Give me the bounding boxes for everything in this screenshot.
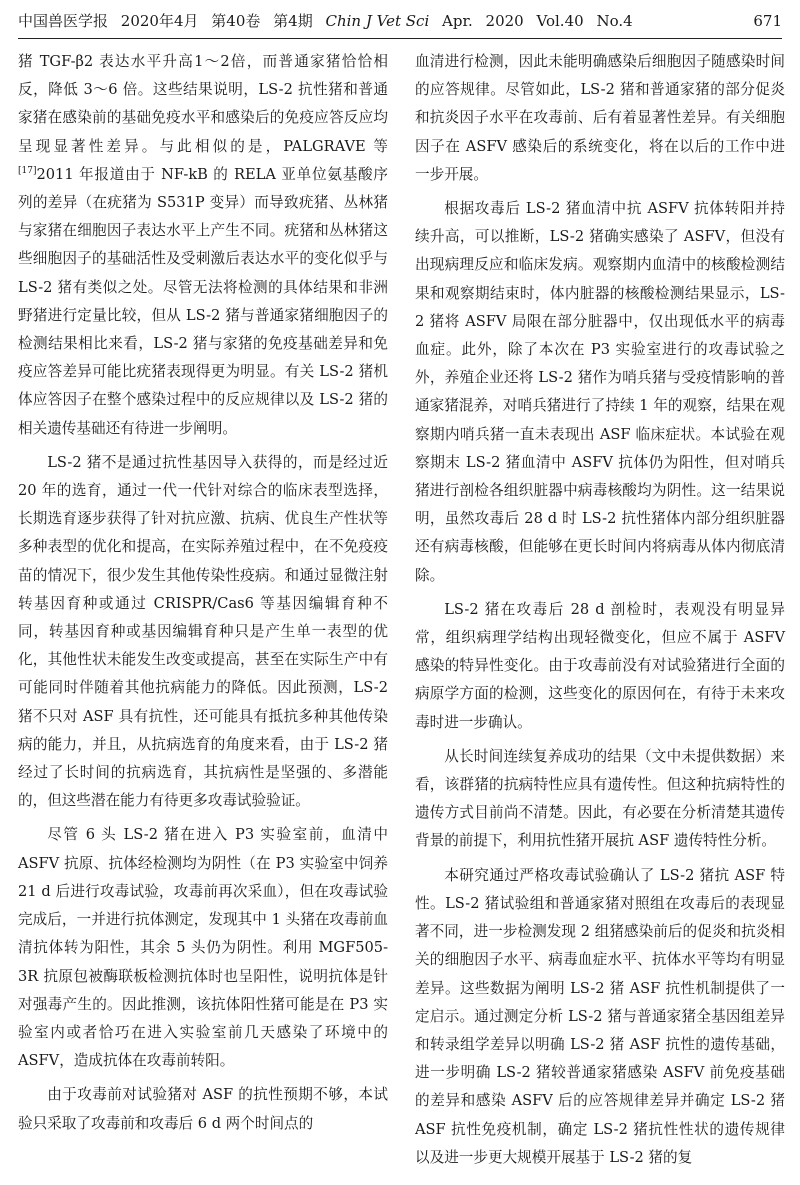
year-en: 2020 xyxy=(485,12,524,30)
paragraph-text: 猪 TGF-β2 表达水平升高1～2倍，而普通家猪恰恰相反，降低 3～6 倍。这些结果说明，LS-2 抗性猪和普通家猪在感染前的基础免疫水平和感染后的免疫应答反应均呈现显著性差异。与此相似的是，PALGRAVE 等 xyxy=(18,53,388,155)
paragraph: LS-2 猪在攻毒后 28 d 剖检时，表观没有明显异常，组织病理学结构出现轻微变化，但应不属于 ASFV 感染的特异性变化。由于攻毒前没有对试验猪进行全面的病原学方面的检测，这些变化的原因何在，有待于未来攻毒时进一步确认。 xyxy=(415,600,785,731)
paragraph: 本研究通过严格攻毒试验确认了 LS-2 猪抗 ASF 特性。LS-2 猪试验组和普通家猪对照组在攻毒后的表现显著不同，进一步检测发现 2 组猪感染前后的促炎和抗炎相关的细胞因子水平、病毒血症水平、抗体水平等均有明显差异。这些数据为阐明 LS-2 猪 ASF 抗性机制提供了一定启示。通过测定分析 LS-2 猪与普通家猪全基因组差异和转录组学差异以明确 LS-2 猪 ASF 抗性的遗传基础，进一步明确 LS-2 猪较普通家猪感染 ASFV 前免疫基础的差异和感染 ASFV 后的应答规律差异并确定 LS-2 猪 ASF 抗性免疫机制，确定 LS-2 猪抗性性状的遗传规律以及进一步更大规模开展基于 LS-2 猪的复 xyxy=(415,866,785,1166)
paragraph: 尽管 6 头 LS-2 猪在进入 P3 实验室前，血清中 ASFV 抗原、抗体经检测均为阴性（在 P3 实验室中饲养 21 d 后进行攻毒试验，攻毒前再次采血），但在攻毒试验完成后，一并进行抗体测定，发现其中 1 头猪在攻毒前血清抗体转为阳性，其余 5 头仍为阴性。利用 MGF505-3R 抗原包被酶联板检测抗体时也呈阳性，说明抗体是针对强毒产生的。因此推测，该抗体阳性猪可能是在 P3 实验室内或者恰巧在进入实验室前几天感染了环境中的 ASFV，造成抗体在攻毒前转阳。 xyxy=(18,826,388,1070)
paragraph: 从长时间连续复养成功的结果（文中未提供数据）来看，该群猪的抗病特性应具有遗传性。但这种抗病特性的遗传方式目前尚不清楚。因此，有必要在分析清楚其遗传背景的前提下，利用抗性猪开展抗 ASF 遗传特性分析。 xyxy=(415,747,785,850)
paragraph: 血清进行检测，因此未能明确感染后细胞因子随感染时间的应答规律。尽管如此，LS-2 猪和普通家猪的部分促炎和抗炎因子水平在攻毒前、后有着显著性差异。有关细胞因子在 ASFV 感染后的系统变化，将在以后的工作中进一步开展。 xyxy=(415,53,785,183)
journal-name-cn: 中国兽医学报 xyxy=(18,12,109,30)
month-en: Apr. xyxy=(442,12,473,30)
running-header xyxy=(18,8,782,42)
issue-cn: 第4期 xyxy=(273,12,313,30)
header-rule xyxy=(18,38,782,39)
header-left xyxy=(18,10,633,32)
volume-cn: 第40卷 xyxy=(211,12,261,30)
paragraph: 根据攻毒后 LS-2 猪血清中抗 ASFV 抗体转阳并持续升高，可以推断，LS-2 猪确实感染了 ASFV，但没有出现病理反应和临床发病。观察期内血清中的核酸检测结果和观察期结束时，体内脏器的核酸检测结果显示，LS-2 猪将 ASFV 局限在部分脏器中，仅出现低水平的病毒血症。此外，除了本次在 P3 实验室进行的攻毒试验之外，养殖企业还将 LS-2 猪作为哨兵猪与受疫情影响的普通家猪混养，对哨兵猪进行了持续 1 年的观察，结果在观察期内哨兵猪一直未表现出 ASF 临床症状。本试验在观察期末 LS-2 猪血清中 ASFV 抗体仍为阳性，但对哨兵猪进行剖检各组织脏器中病毒核酸均为阴性。这一结果说明，虽然攻毒后 28 d 时 LS-2 抗性猪体内部分组织脏器还有病毒核酸，但能够在更长时间内将病毒从体内彻底清除。 xyxy=(415,200,785,584)
right-column xyxy=(415,48,785,1172)
left-column xyxy=(18,48,388,1138)
volume-en: Vol.40 xyxy=(536,12,584,30)
reference-mark: [17] xyxy=(18,165,37,176)
page-number: 671 xyxy=(753,12,782,30)
issue-date-cn: 2020年4月 xyxy=(120,12,199,30)
paragraph: LS-2 猪不是通过抗性基因导入获得的，而是经过近 20 年的选育，通过一代一代针对综合的临床表型选择，长期选育逐步获得了针对抗应激、抗病、优良生产性状等多种表型的优化和提高，在实际养殖过程中，在不免疫疫苗的情况下，很少发生其他传染性疫病。和通过显微注射转基因育种或通过 CRISPR/Cas6 等基因编辑育种不同，转基因育种或基因编辑育种只是产生单一表型的优化，其他性状未能发生改变或提高，甚至在实际生产中有可能同时伴随着其他抗病能力的降低。因此预测，LS-2 猪不只对 ASF 具有抗性，还可能具有抵抗多种其他传染病的能力，并且，从抗病选育的角度来看，由于 LS-2 猪经过了长时间的抗病选育，其抗病性是坚强的、多潜能的，但这些潜在能力有待更多攻毒试验验证。 xyxy=(18,453,388,810)
paragraph xyxy=(18,48,388,443)
paragraph: 由于攻毒前对试验猪对 ASF 的抗性预期不够，本试验只采取了攻毒前和攻毒后 6 d 两个时间点的 xyxy=(18,1086,388,1132)
issue-en: No.4 xyxy=(596,12,633,30)
journal-name-en: Chin J Vet Sci xyxy=(325,12,430,30)
paragraph-text: 2011 年报道由于 NF-kB 的 RELA 亚单位氨基酸序列的差异（在疣猪为 S531P 变异）而导致疣猪、丛林猪与家猪在细胞因子表达水平上产生不同。疣猪和丛林猪这些细胞因子的基础活性及受刺激后表达水平的变化似乎与 LS-2 猪有类似之处。尽管无法将检测的具体结果和非洲野猪进行定量比较，但从 LS-2 猪与普通家猪细胞因子的检测结果相比来看，LS-2 猪与家猪的免疫基础差异和免疫应答差异可能比疣猪表现得更为明显。有关 LS-2 猪机体应答因子在整个感染过程中的反应规律以及 LS-2 猪的相关遗传基础还有待进一步阐明。 xyxy=(18,165,388,437)
